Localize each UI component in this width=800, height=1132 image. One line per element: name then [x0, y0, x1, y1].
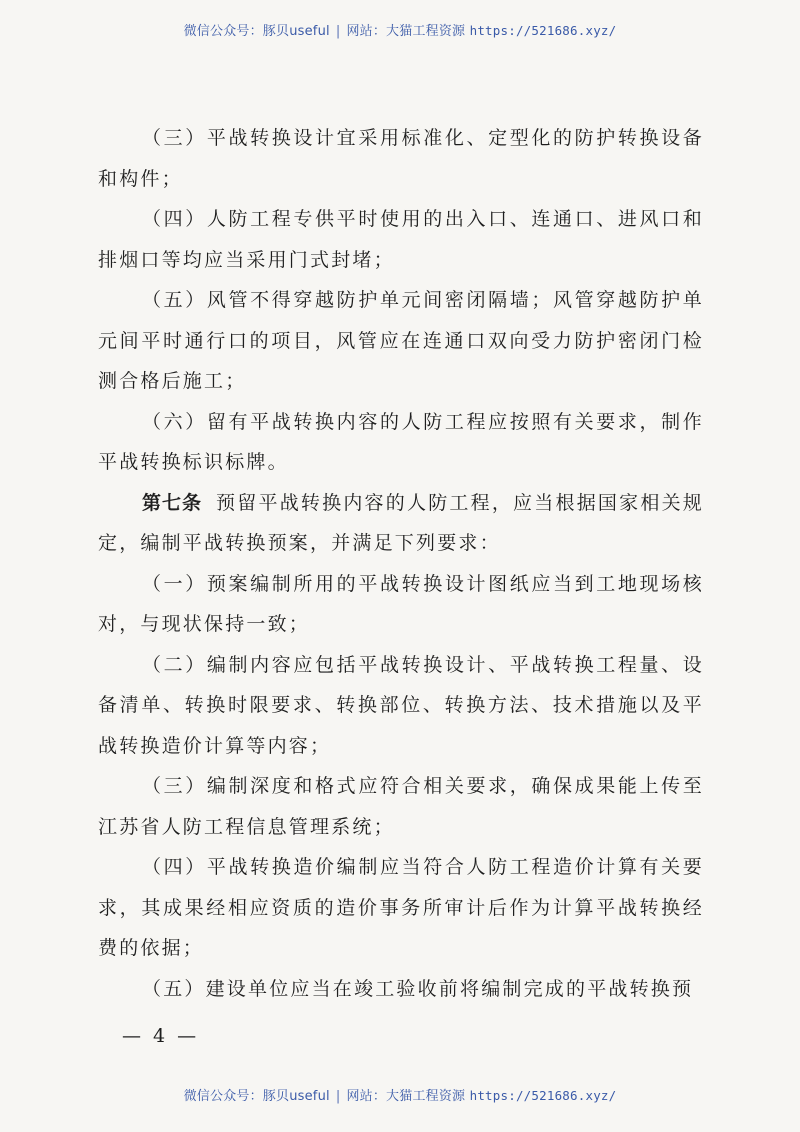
watermark-url[interactable]: https://521686.xyz/ — [469, 1088, 617, 1103]
paragraph-item-1 — [98, 564, 704, 645]
paragraph-text: 预留平战转换内容的人防工程，应当根据国家相关规定，编制平战转换预案，并满足下列要求： — [98, 491, 704, 554]
paragraph-text: （一）预案编制所用的平战转换设计图纸应当到工地现场核对，与现状保持一致； — [98, 572, 704, 635]
watermark-wechat: 微信公众号：豚贝useful — [183, 24, 330, 39]
paragraph-clause-4 — [98, 199, 704, 280]
paragraph-item-5 — [98, 969, 704, 1010]
paragraph-text: （三）编制深度和格式应符合相关要求，确保成果能上传至江苏省人防工程信息管理系统； — [98, 775, 704, 838]
watermark-website: 网站：大猫工程资源 — [346, 1089, 466, 1104]
paragraph-clause-3 — [98, 118, 704, 199]
watermark-separator: | — [335, 1089, 341, 1104]
paragraph-article-7 — [98, 483, 704, 564]
watermark-website: 网站：大猫工程资源 — [346, 24, 466, 39]
watermark-separator: | — [335, 24, 341, 39]
top-watermark — [0, 20, 800, 39]
paragraph-text: （四）平战转换造价编制应当符合人防工程造价计算有关要求，其成果经相应资质的造价事务所审计后作为计算平战转换经费的依据； — [98, 856, 704, 959]
article-heading: 第七条 — [142, 491, 203, 514]
paragraph-text: （四）人防工程专供平时使用的出入口、连通口、进风口和排烟口等均应当采用门式封堵； — [98, 208, 704, 271]
document-body — [98, 118, 704, 1009]
paragraph-text: （三）平战转换设计宜采用标准化、定型化的防护转换设备和构件； — [98, 127, 704, 190]
paragraph-text: （五）风管不得穿越防护单元间密闭隔墙；风管穿越防护单元间平时通行口的项目，风管应在连通口双向受力防护密闭门检测合格后施工； — [98, 289, 704, 392]
paragraph-item-3 — [98, 766, 704, 847]
paragraph-item-4 — [98, 847, 704, 969]
paragraph-clause-6 — [98, 402, 704, 483]
bottom-watermark — [0, 1085, 800, 1104]
paragraph-text: （六）留有平战转换内容的人防工程应按照有关要求，制作平战转换标识标牌。 — [98, 410, 704, 473]
paragraph-clause-5 — [98, 280, 704, 402]
paragraph-text: （二）编制内容应包括平战转换设计、平战转换工程量、设备清单、转换时限要求、转换部位、转换方法、技术措施以及平战转换造价计算等内容； — [98, 653, 704, 757]
paragraph-item-2 — [98, 645, 704, 767]
paragraph-text: （五）建设单位应当在竣工验收前将编制完成的平战转换预 — [142, 977, 694, 1000]
page-number: — 4 — — [122, 1025, 200, 1047]
watermark-wechat: 微信公众号：豚贝useful — [183, 1089, 330, 1104]
watermark-url[interactable]: https://521686.xyz/ — [469, 23, 617, 38]
